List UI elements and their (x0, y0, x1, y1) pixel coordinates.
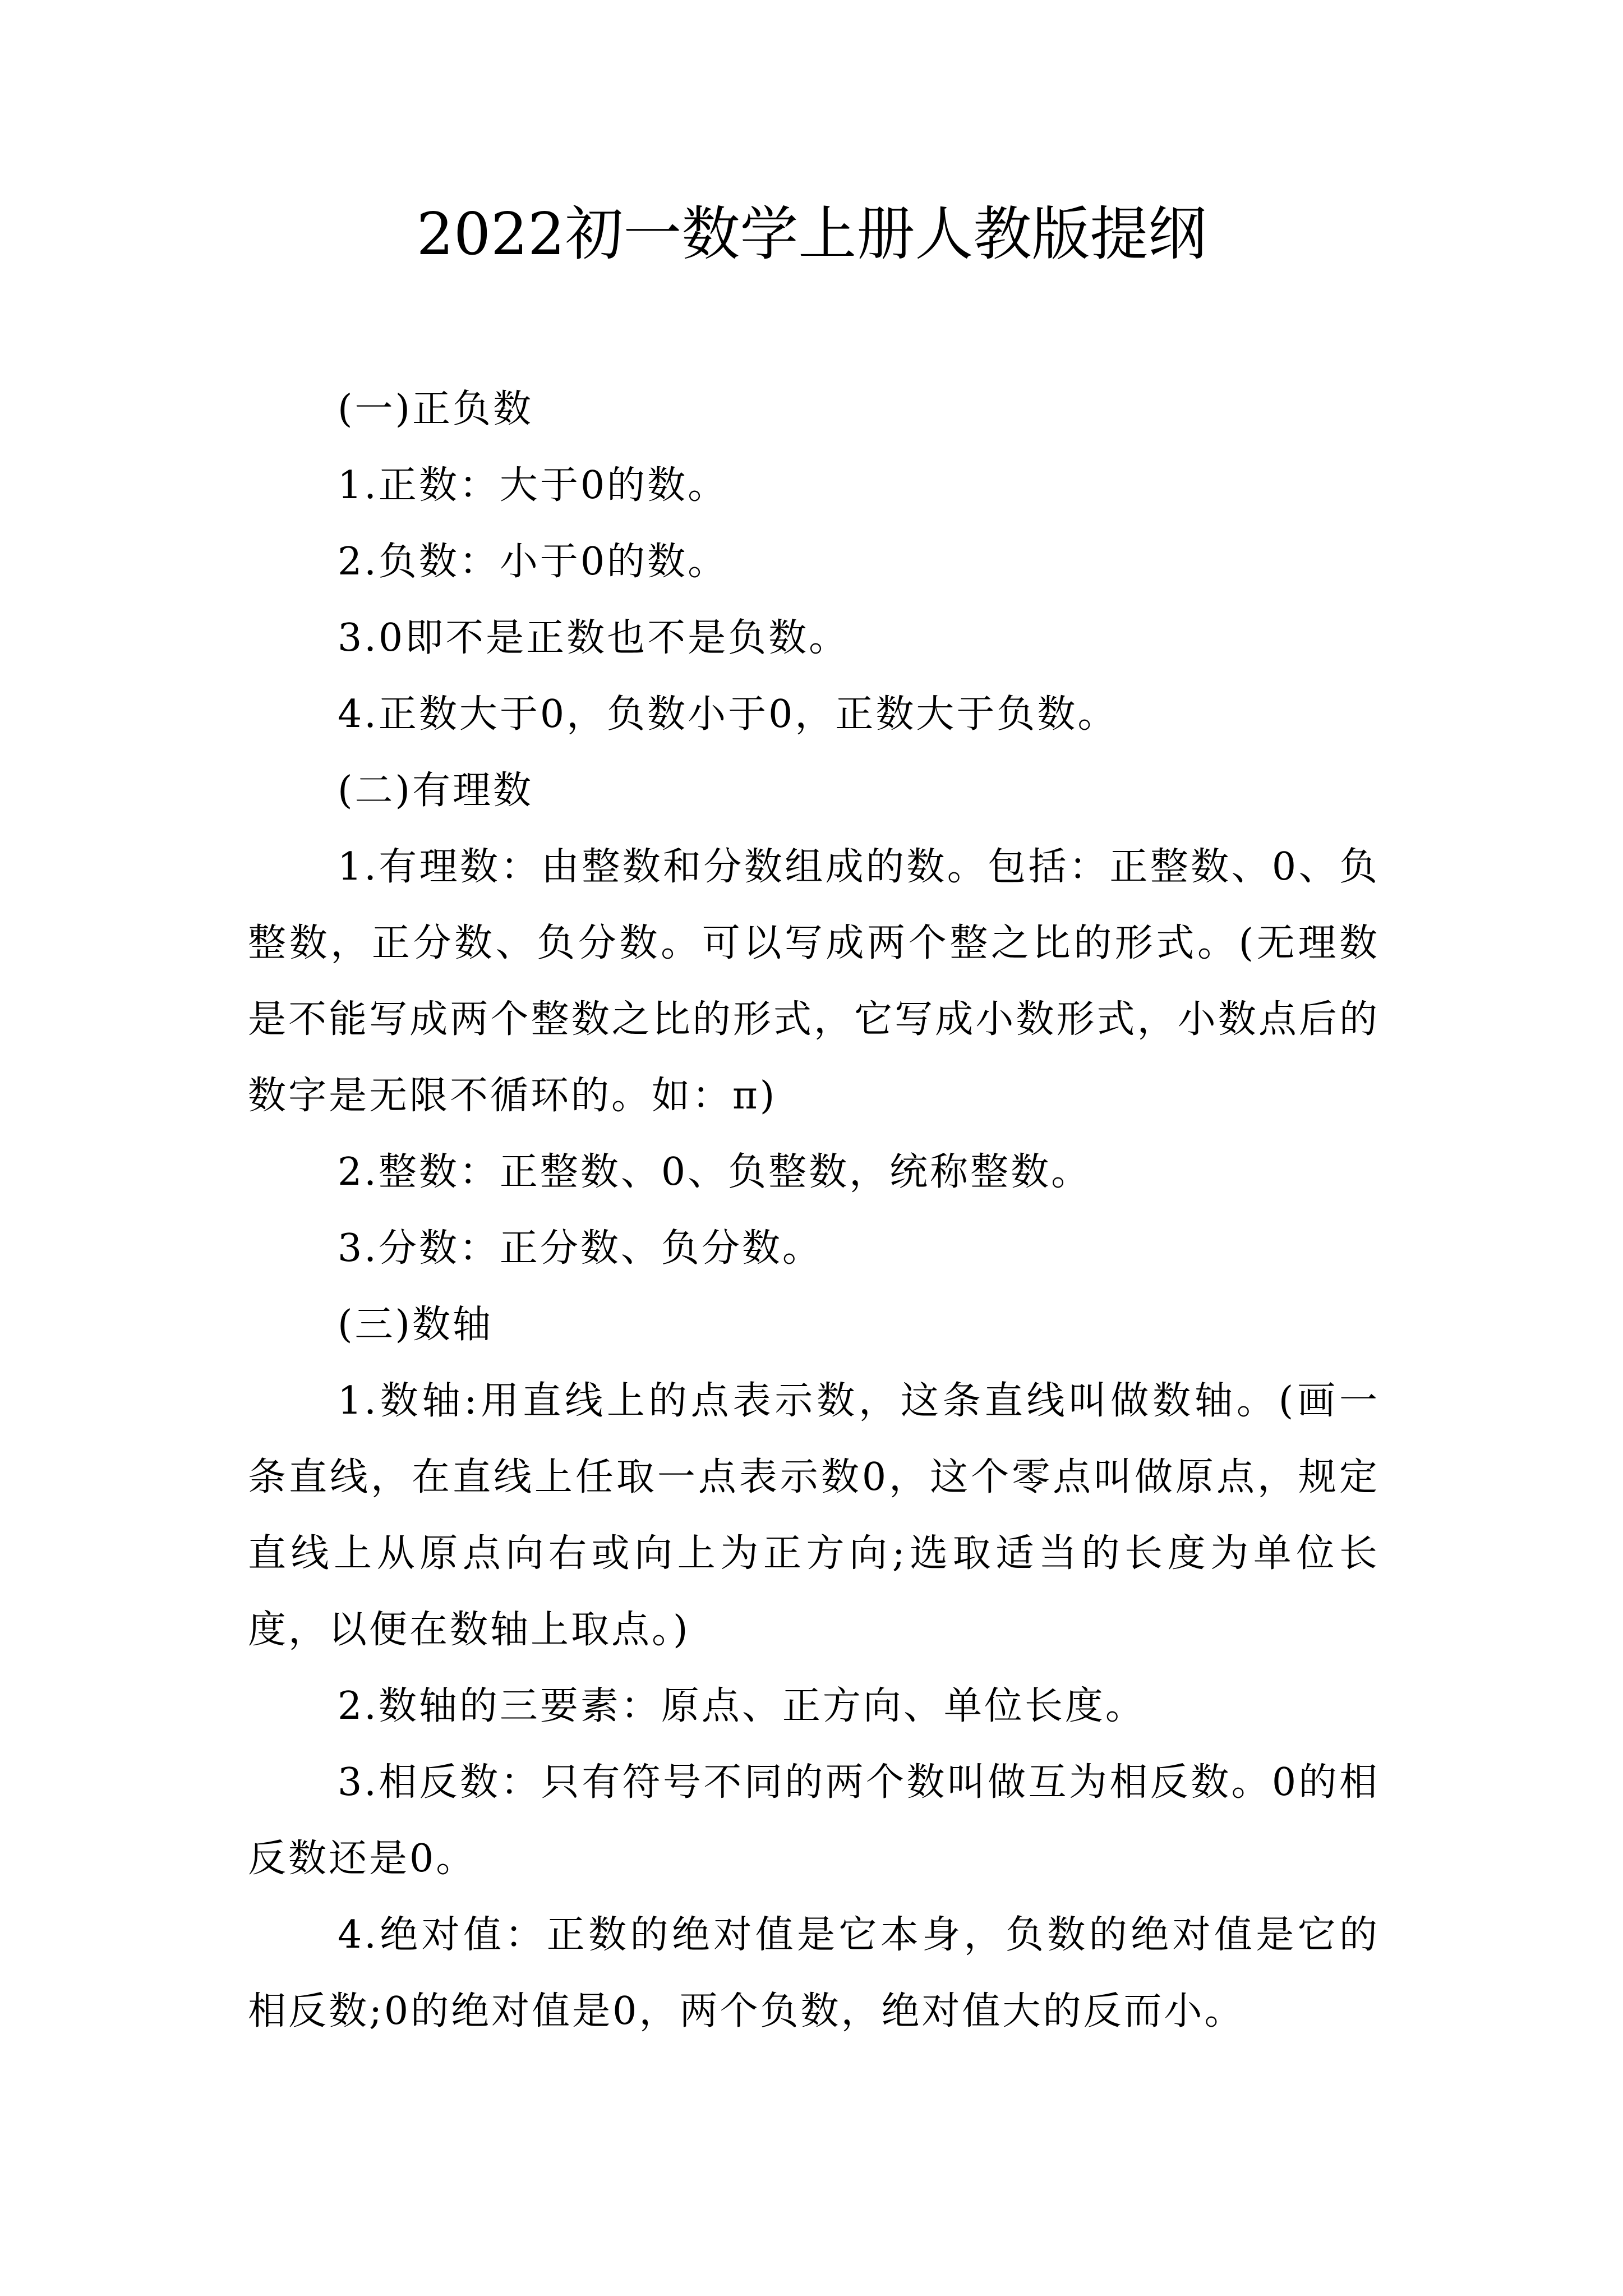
paragraph: 2.负数：小于0的数。 (338, 540, 728, 584)
section-heading: (一)正负数 (338, 387, 534, 431)
paragraph: 3.分数：正分数、负分数。 (338, 1226, 823, 1271)
paragraph: 1.正数：大于0的数。 (338, 463, 728, 508)
paragraph: 4.正数大于0，负数小于0，正数大于负数。 (338, 692, 1118, 737)
paragraph: 4.绝对值：正数的绝对值是它本身，负数的绝对值是它的相反数;0的绝对值是0，两个负数，绝对值大的反而小。 (248, 1913, 1380, 2033)
section-heading: (二)有理数 (338, 769, 534, 813)
paragraph: 2.整数：正整数、0、负整数，统称整数。 (338, 1150, 1092, 1194)
document-body (248, 371, 1380, 2050)
paragraph: 1.数轴:用直线上的点表示数，这条直线叫做数轴。(画一条直线，在直线上任取一点表示数0，这个零点叫做原点，规定直线上从原点向右或向上为正方向;选取适当的长度为单位长度，以便在数轴上取点。) (248, 1379, 1380, 1652)
document-title: 2022初一数学上册人教版提纲 (416, 200, 1207, 268)
paragraph: 3.相反数：只有符号不同的两个数叫做互为相反数。0的相反数还是0。 (248, 1760, 1380, 1881)
paragraph: 3.0即不是正数也不是负数。 (338, 616, 850, 660)
section-heading: (三)数轴 (338, 1303, 494, 1347)
paragraph: 2.数轴的三要素：原点、正方向、单位长度。 (338, 1684, 1146, 1728)
paragraph: 1.有理数：由整数和分数组成的数。包括：正整数、0、负整数，正分数、负分数。可以写成两个整之比的形式。(无理数是不能写成两个整数之比的形式，它写成小数形式，小数点后的数字是无限不循环的。如：π) (248, 845, 1380, 1118)
